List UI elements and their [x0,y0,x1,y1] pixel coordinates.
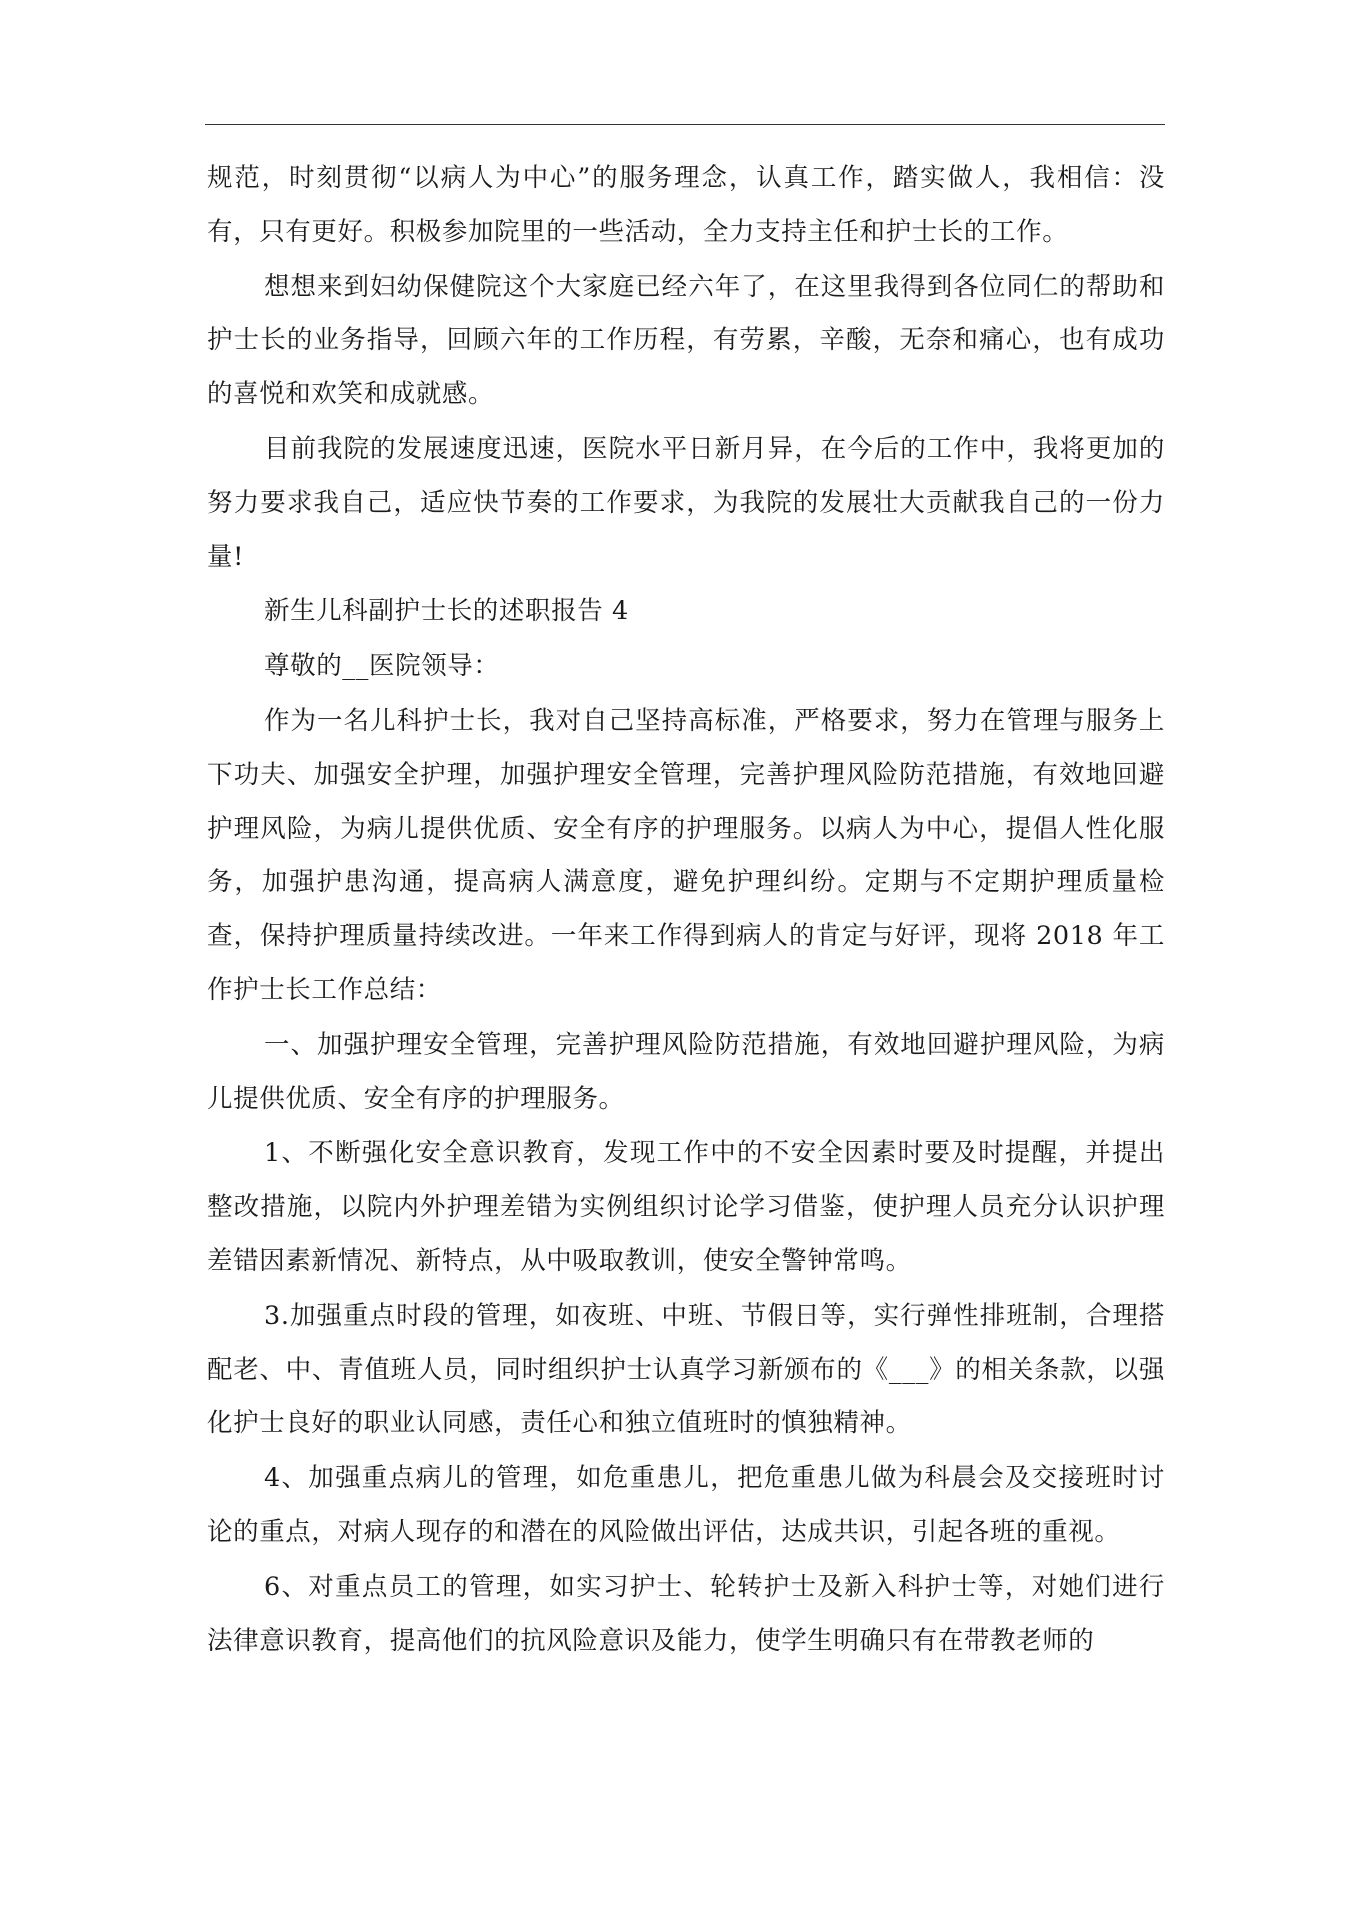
salutation: 尊敬的__医院领导： [264,651,500,682]
list-item-6: 6、对重点员工的管理，如实习护士、轮转护士及新入科护士等，对她们进行法律意识教育，提高他们的抗风险意识及能力，使学生明确只有在带教老师的 [207,1571,1165,1656]
paragraph-1: 规范，时刻贯彻“以病人为中心”的服务理念，认真工作，踏实做人，我相信：没有，只有更好。积极参加院里的一些活动，全力支持主任和护士长的工作。 [207,163,1165,247]
document-body [207,152,1165,1669]
paragraph-intro: 作为一名儿科护士长，我对自己坚持高标准，严格要求，努力在管理与服务上下功夫、加强安全护理，加强护理安全管理，完善护理风险防范措施，有效地回避护理风险，为病儿提供优质、安全有序的护理服务。以病人为中心，提倡人性化服务，加强护患沟通，提高病人满意度，避免护理纠纷。定期与不定期护理质量检查，保持护理质量持续改进。一年来工作得到病人的肯定与好评，现将 2018 年工作护士长工作总结： [207,705,1165,1005]
header-rule [205,124,1165,125]
paragraph-2: 想想来到妇幼保健院这个大家庭已经六年了，在这里我得到各位同仁的帮助和护士长的业务指导，回顾六年的工作历程，有劳累，辛酸，无奈和痛心，也有成功的喜悦和欢笑和成就感。 [207,271,1165,410]
list-item-4: 4、加强重点病儿的管理，如危重患儿，把危重患儿做为科晨会及交接班时讨论的重点，对病人现存的和潜在的风险做出评估，达成共识，引起各班的重视。 [207,1463,1165,1547]
report-title: 新生儿科副护士长的述职报告 4 [264,596,629,627]
section-heading-1: 一、加强护理安全管理，完善护理风险防范措施，有效地回避护理风险，为病儿提供优质、安全有序的护理服务。 [207,1029,1165,1114]
list-item-1: 1、不断强化安全意识教育，发现工作中的不安全因素时要及时提醒，并提出整改措施，以院内外护理差错为实例组织讨论学习借鉴，使护理人员充分认识护理差错因素新情况、新特点，从中吸取教训，使安全警钟常鸣。 [207,1138,1165,1276]
list-item-3: 3.加强重点时段的管理，如夜班、中班、节假日等，实行弹性排班制，合理搭配老、中、青值班人员，同时组织护士认真学习新颁布的《___》的相关条款，以强化护士良好的职业认同感，责任心和独立值班时的慎独精神。 [207,1300,1165,1439]
paragraph-3: 目前我院的发展速度迅速，医院水平日新月异，在今后的工作中，我将更加的努力要求我自己，适应快节奏的工作要求，为我院的发展壮大贡献我自己的一份力量! [207,433,1165,572]
